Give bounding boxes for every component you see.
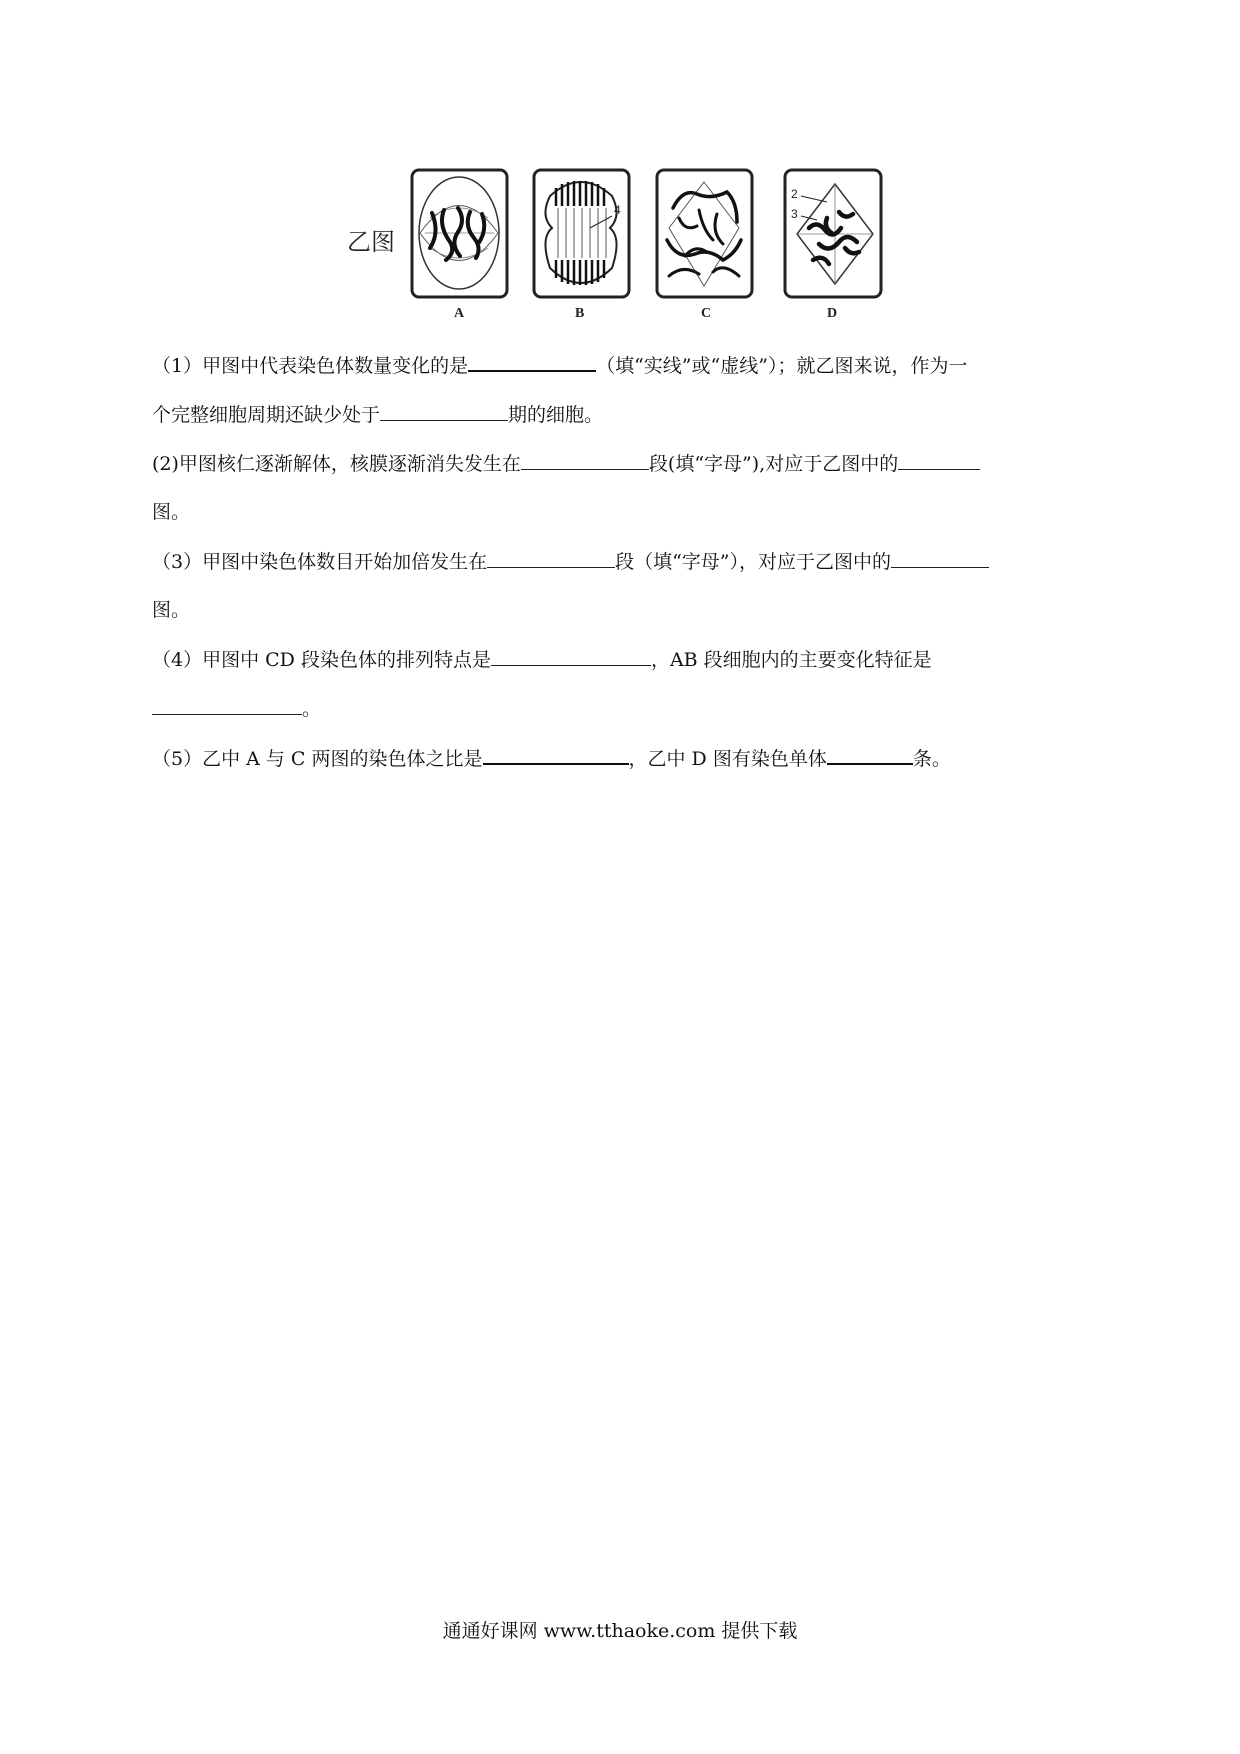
answer-blank-5a[interactable] bbox=[483, 745, 629, 765]
question-4-line-2: 。 bbox=[152, 696, 1087, 721]
cell-diagram-d bbox=[783, 168, 883, 299]
cell-diagram-c bbox=[655, 168, 754, 299]
question-3-line-1: （3）甲图中染色体数目开始加倍发生在 段（填“字母”），对应于乙图中的 bbox=[152, 549, 1087, 574]
answer-blank-3a[interactable] bbox=[487, 549, 615, 568]
footer-text: 通通好课网 www.tthaoke.com 提供下载 bbox=[442, 1620, 798, 1642]
answer-blank-2b[interactable] bbox=[898, 451, 980, 470]
answer-blank-3b[interactable] bbox=[891, 549, 989, 568]
cell-caption-a: A bbox=[454, 306, 465, 321]
figure-label: 乙图 bbox=[347, 228, 395, 256]
cell-caption-d: D bbox=[827, 306, 838, 321]
question-1-line-2: 个完整细胞周期还缺少处于 期的细胞。 bbox=[152, 404, 604, 426]
question-2-line-1: (2)甲图核仁逐渐解体，核膜逐渐消失发生在 段(填“字母”),对应于乙图中的 bbox=[152, 451, 1087, 476]
answer-blank-4a[interactable] bbox=[491, 647, 651, 666]
answer-blank-1a[interactable] bbox=[468, 352, 596, 372]
cell-caption-b: B bbox=[575, 306, 585, 321]
question-5: （5）乙中 A 与 C 两图的染色体之比是 ，乙中 D 图有染色单体 条。 bbox=[152, 745, 1087, 771]
question-3-line-2: 图。 bbox=[152, 599, 191, 621]
cell-d-marker-2: 2 bbox=[791, 187, 798, 201]
cell-d-marker-3: 3 bbox=[791, 207, 798, 221]
cell-caption-c: C bbox=[701, 306, 712, 321]
question-1-line-1: （1）甲图中代表染色体数量变化的是 （填“实线”或“虚线”）；就乙图来说，作为一 bbox=[152, 352, 1087, 378]
answer-blank-4b[interactable] bbox=[152, 696, 302, 715]
answer-blank-2a[interactable] bbox=[521, 451, 649, 470]
cell-diagram-b bbox=[532, 168, 631, 299]
answer-blank-1b[interactable] bbox=[380, 402, 508, 421]
cell-b-marker: 4 bbox=[614, 203, 621, 217]
question-4-line-1: （4）甲图中 CD 段染色体的排列特点是 ，AB 段细胞内的主要变化特征是 bbox=[152, 649, 932, 671]
cell-diagram-a bbox=[410, 168, 509, 299]
question-2-line-2: 图。 bbox=[152, 501, 191, 523]
answer-blank-5b[interactable] bbox=[827, 745, 913, 765]
